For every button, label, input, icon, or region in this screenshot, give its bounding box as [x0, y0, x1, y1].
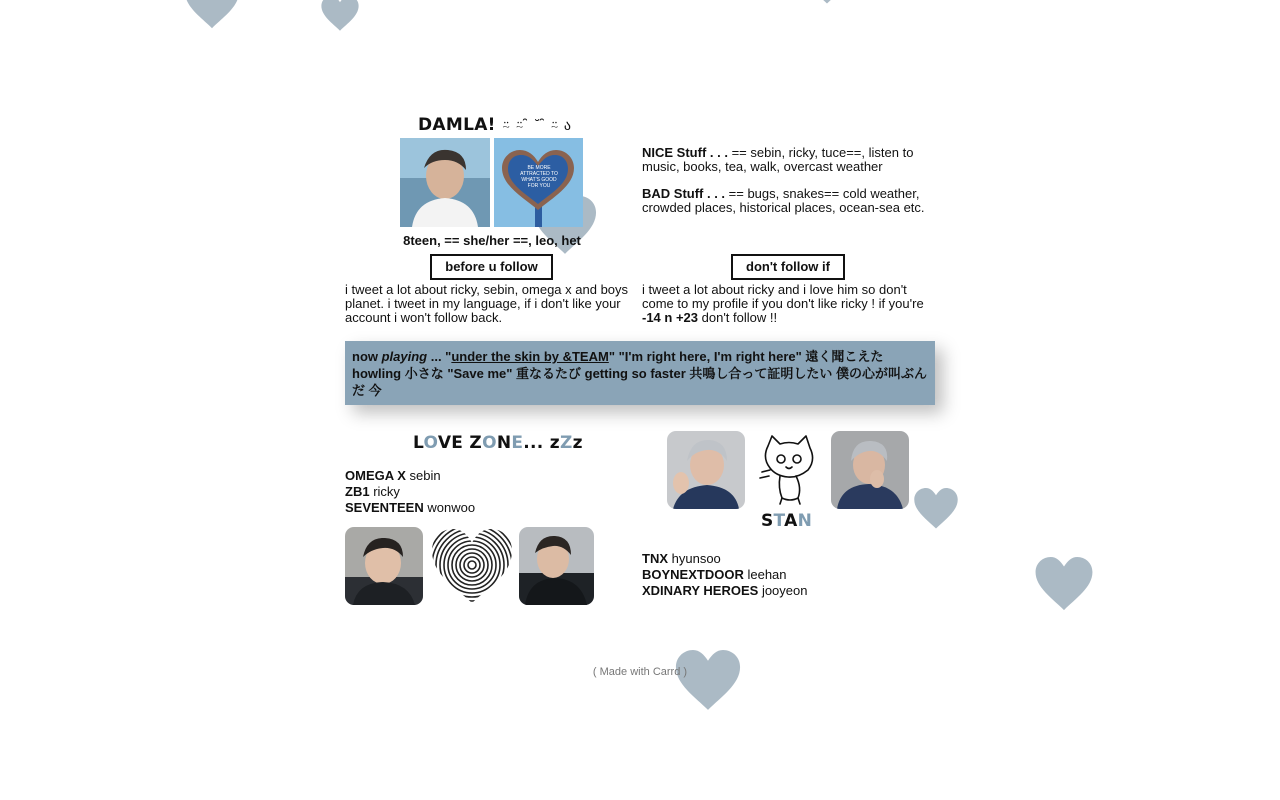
list-item: OMEGA X sebin [345, 468, 441, 483]
stan-part: S [761, 511, 774, 531]
bad-stuff [642, 187, 932, 215]
lz-part: ... z [523, 433, 560, 453]
bias-photo [519, 527, 594, 605]
lz-part: O [423, 433, 438, 453]
lz-part: VE [437, 433, 470, 453]
lz-part: E [511, 433, 524, 453]
list-item: ZB1 ricky [345, 484, 400, 499]
profile-details: 8teen, == she/her ==, leo, het [403, 233, 581, 248]
profile-title [418, 115, 571, 135]
now-playing-prefix: now [352, 349, 382, 364]
profile-name: DAMLA! [418, 115, 496, 135]
list-item: SEVENTEEN wonwoo [345, 500, 476, 515]
dont-follow-line: i tweet a lot about ricky and i love him so don't come to my profile if you don't like ricky ! if you're [642, 282, 924, 311]
profile-photo [400, 138, 490, 227]
now-playing-banner [345, 341, 935, 405]
heart-icon [180, 0, 244, 30]
profile-name-suffix: ⍨ ⍨ ̑ ˘ ̑ ⍨ ა [501, 118, 572, 134]
heart-sign-photo [494, 138, 583, 227]
stan-photo [667, 431, 745, 509]
cat-drawing [758, 432, 820, 508]
made-with-carrd-link[interactable]: ( Made with Carrd ) [592, 666, 688, 678]
fingerprint-heart-image [430, 527, 514, 605]
love-zone-title [413, 433, 583, 453]
heart-sign-text: BE MORE ATTRACTED TO WHAT'S GOOD FOR YOU [520, 165, 558, 189]
lz-part: z [572, 433, 583, 453]
footer [0, 666, 1280, 678]
heart-icon [912, 488, 960, 530]
now-playing-label: playing [381, 349, 428, 364]
nice-stuff [642, 146, 932, 174]
stan-photo [831, 431, 909, 509]
nice-label: NICE Stuff . . . [642, 145, 728, 160]
now-playing-dots: ... " [427, 349, 452, 364]
bad-label: BAD Stuff . . . [642, 186, 726, 201]
bias-photo [345, 527, 423, 605]
stan-part: A [784, 511, 798, 531]
stan-part: T [773, 511, 785, 531]
heart-icon [673, 650, 743, 712]
list-item: XDINARY HEROES jooyeon [642, 583, 808, 598]
heart-icon [817, 0, 837, 4]
list-item: TNX hyunsoo [642, 551, 721, 566]
dont-follow-text [642, 283, 932, 325]
lz-part: Z [559, 433, 573, 453]
bad-text: == bugs, snakes== cold weather, crowded places, historical places, ocean-sea etc. [642, 186, 925, 215]
dont-follow-button[interactable]: don't follow if [731, 254, 845, 280]
lz-part: N [496, 433, 512, 453]
nice-text: == sebin, ricky, tuce==, listen to music, books, tea, walk, overcast weather [642, 145, 914, 174]
before-follow-button[interactable]: before u follow [430, 254, 553, 280]
heart-icon [320, 0, 360, 32]
song-lyrics: " "I'm right here, I'm right here" 遠く聞こえた howling 小さな "Save me" 重なるたび getting so faster 共鳴し合って証明したい 僕の心が叫ぶんだ 今 [352, 349, 927, 398]
lz-part: Z [469, 433, 483, 453]
stan-part: N [797, 511, 813, 531]
age-range: -14 n +23 [642, 310, 699, 325]
stan-title [761, 511, 812, 531]
stan-list [642, 551, 807, 599]
dont-follow-tail: don't follow !! [698, 310, 778, 325]
list-item: BOYNEXTDOOR leehan [642, 567, 787, 582]
song-link[interactable]: under the skin by &TEAM [451, 349, 609, 364]
love-zone-list [345, 468, 475, 516]
lz-part: O [482, 433, 497, 453]
heart-icon [1033, 557, 1095, 612]
lz-part: L [413, 433, 424, 453]
before-follow-text: i tweet a lot about ricky, sebin, omega x and boys planet. i tweet in my language, if i don't like your account i won't follow back. [345, 282, 629, 325]
